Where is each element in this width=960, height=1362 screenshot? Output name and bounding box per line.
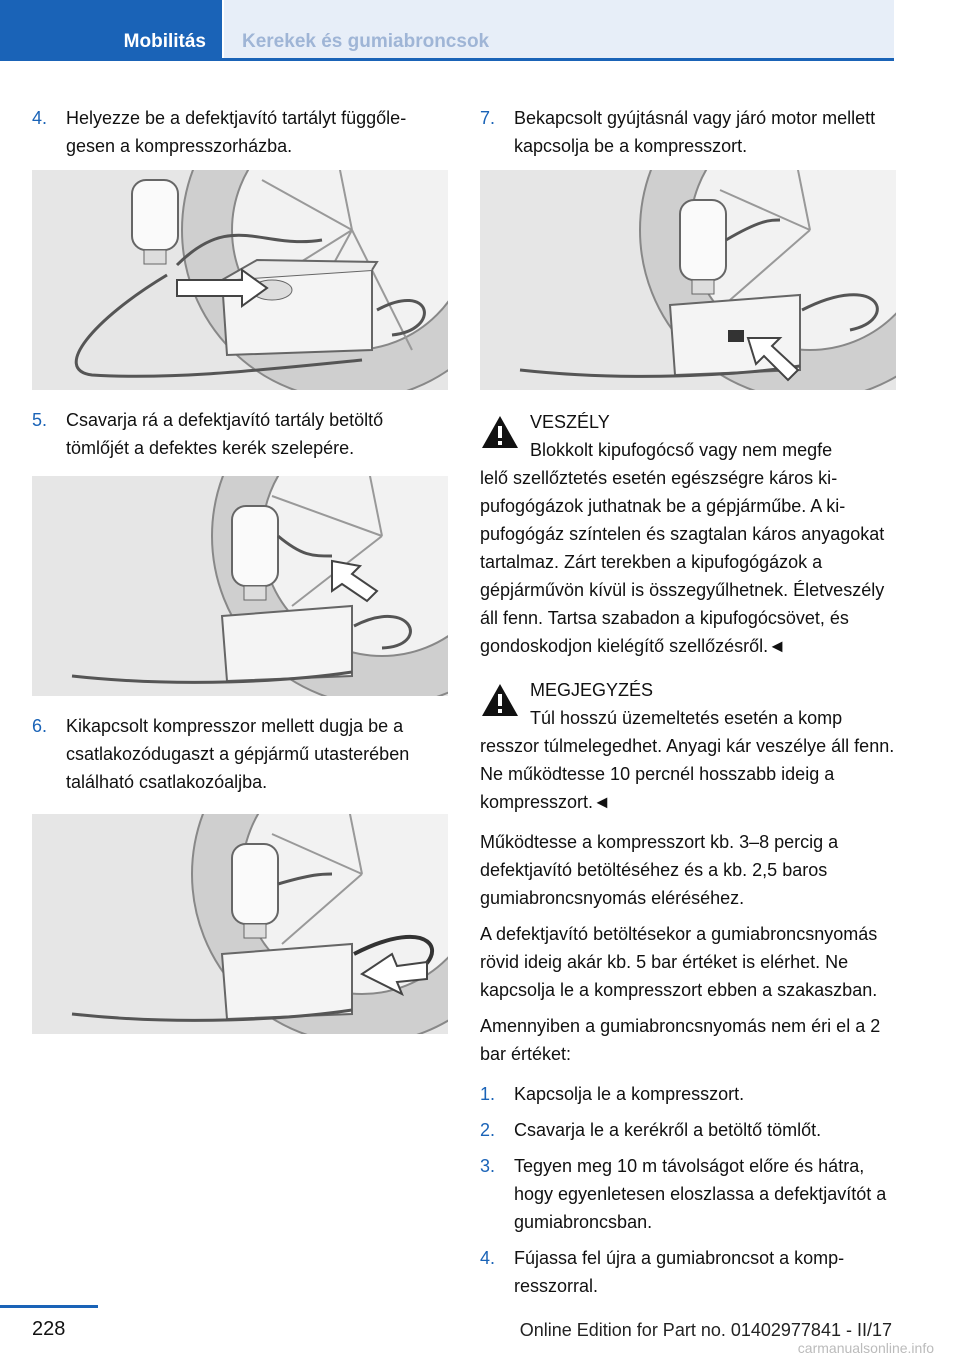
sub-step-3 (480, 1152, 896, 1236)
left-column (32, 104, 448, 1034)
right-column (480, 104, 896, 1300)
warning-triangle-icon (480, 682, 520, 718)
note-text: resszor túlmelegedhet. Anyagi kár veszélye áll fenn. Ne működtesse 10 percnél hosszabb ideig a kompresszort.◄ (480, 736, 895, 812)
figure-compressor-switch (480, 170, 896, 390)
step-text: Bekapcsolt gyújtásnál vagy járó motor mellett kapcsolja be a kompresszort. (514, 108, 876, 156)
sub-step-2 (480, 1116, 896, 1144)
edition-note: Online Edition for Part no. 01402977841 - II/17 (519, 1320, 892, 1340)
step-number: 6. (32, 716, 48, 736)
step-text: Kikapcsolt kompresszor mellett dugja be a csatlakozódugaszt a gépjármű utasterében található csatlakozóaljba. (66, 716, 410, 792)
sub-step-1 (480, 1080, 896, 1108)
danger-first-line: Blokkolt kipufogócső vagy nem megfe (530, 440, 833, 460)
step-text: Helyezze be a defektjavító tartályt függőlegesen a kompresszorházba. (66, 108, 407, 156)
step-text: Csavarja le a kerékről a betöltő tömlőt. (514, 1120, 822, 1140)
footer-rule (0, 1305, 98, 1308)
step-4 (32, 104, 448, 160)
step-number: 4. (480, 1248, 496, 1268)
header-subsection-tab (224, 0, 894, 58)
step-number: 3. (480, 1156, 496, 1176)
step-text: Tegyen meg 10 m távolságot előre és hátra, hogy egyenletesen eloszlassa a defektjavítót a gumiabroncsban. (514, 1156, 887, 1232)
note-title: MEGJEGYZÉS (530, 680, 654, 700)
step-7 (480, 104, 896, 160)
step-number: 5. (32, 410, 48, 430)
step-number: 2. (480, 1120, 496, 1140)
paragraph: A defektjavító betöltésekor a gumiabroncsnyomás rövid ideig akár kb. 5 bar értéket is elérhet. Ne kapcsolja le a kompresszort ebben a szakaszban. (480, 924, 878, 1000)
step-6 (32, 712, 448, 796)
danger-title: VESZÉLY (530, 412, 610, 432)
step-text: Fújassa fel újra a gumiabroncsot a kompresszorral. (514, 1248, 845, 1296)
step-number: 4. (32, 108, 48, 128)
header-subsection-label: Kerekek és gumiabroncsok (242, 31, 490, 52)
danger-block (480, 408, 896, 660)
header-rule (0, 58, 894, 61)
step-number: 7. (480, 108, 496, 128)
note-first-line: Túl hosszú üzemeltetés esetén a komp (530, 708, 843, 728)
header-section-label: Mobilitás (123, 31, 206, 52)
figure-insert-container (32, 170, 448, 390)
warning-triangle-icon (480, 414, 520, 450)
paragraph: Amennyiben a gumiabroncsnyomás nem éri el a 2 bar értéket: (480, 1016, 881, 1064)
danger-text: lelő szellőztetés esetén egészségre káros kipufogógázok juthatnak be a gépjárműbe. A kipufogógáz színtelen és szagtalan káros anyagokat tartalmaz. Zárt terekben a kipufogógázok a gépjárművön kívül is összegyűlhetnek. Életveszély áll fenn. Tartsa szabadon a kipufogócsövet, és gondoskodjon kielégítő szellőzésről.◄ (480, 468, 885, 656)
step-number: 1. (480, 1084, 496, 1104)
step-text: Kapcsolja le a kompresszort. (514, 1084, 745, 1104)
figure-valve-connect (32, 476, 448, 696)
header-section-tab (0, 0, 222, 58)
figure-plug-connector (32, 814, 448, 1034)
paragraph: Működtesse a kompresszort kb. 3–8 percig a defektjavító betöltéséhez és a kb. 2,5 baros gumiabroncsnyomás eléréséhez. (480, 832, 839, 908)
step-text: Csavarja rá a defektjavító tartály betöltő tömlőjét a defektes kerék szelepére. (66, 410, 384, 458)
step-5 (32, 406, 448, 462)
note-block (480, 676, 896, 816)
page-number: 228 (32, 1318, 66, 1340)
watermark: carmanualsonline.info (797, 1340, 934, 1356)
sub-step-4 (480, 1244, 896, 1300)
